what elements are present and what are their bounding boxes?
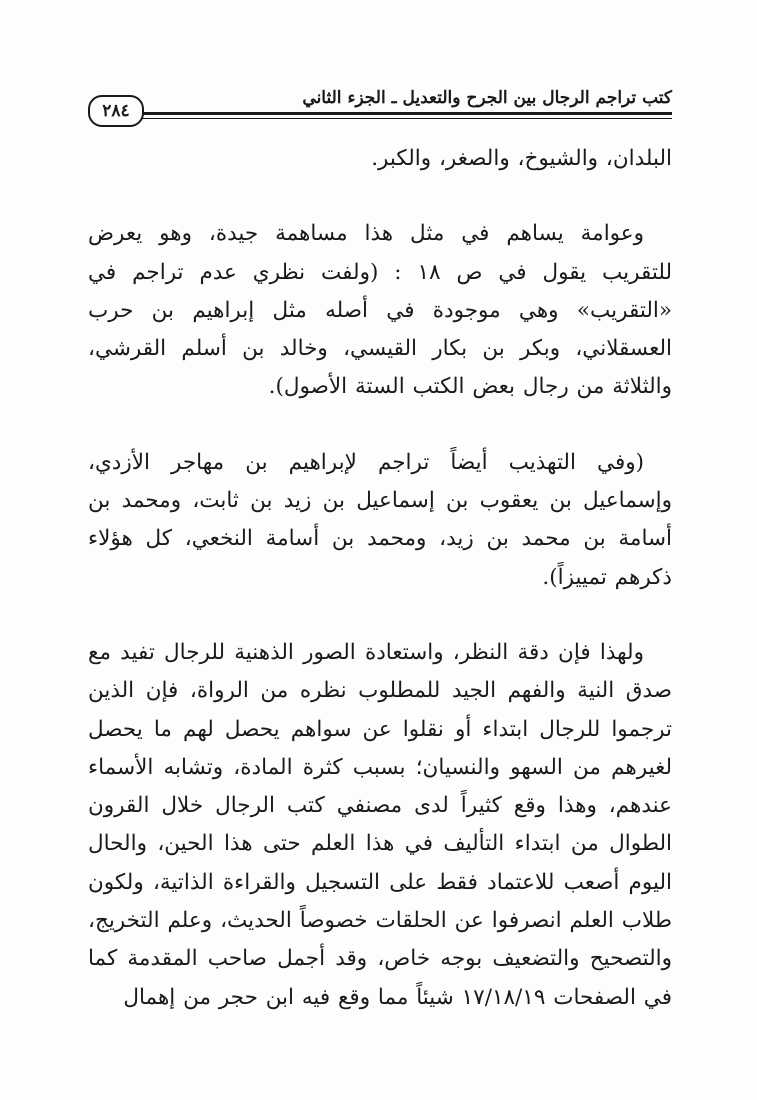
header-title: كتب تراجم الرجال بين الجرح والتعديل ـ الجزء الثاني <box>302 88 672 108</box>
paragraph-2: وعوامة يساهم في مثل هذا مساهمة جيدة، وهو يعرض للتقريب يقول في ص ١٨ : (ولفت نظري عدم تراجم في «التقريب» وهي موجودة في أصله مثل إبراهيم بن حرب العسقلاني، وبكر بن بكار القيسي، وخالد بن أسلم القرشي، والثلاثة من رجال بعض الكتب الستة الأصول). <box>88 221 672 400</box>
paragraph-3: (وفي التهذيب أيضاً تراجم لإبراهيم بن مهاجر الأزدي، وإسماعيل بن يعقوب بن إسماعيل بن زيد بن ثابت، ومحمد بن أسامة بن محمد بن زيد، ومحمد بن أسامة النخعي، كل هؤلاء ذكرهم تمييزاً). <box>88 449 672 590</box>
header-rule <box>140 112 672 119</box>
page-body <box>88 140 672 1017</box>
paragraph-4: ولهذا فإن دقة النظر، واستعادة الصور الذهنية للرجال تفيد مع صدق النية والفهم الجيد للمطلوب نظره من الرواة، فإن الذين ترجموا للرجال ابتداء أو نقلوا عن سواهم يحصل لهم ما يحصل لغيرهم من السهو والنسيان؛ بسبب كثرة المادة، وتشابه الأسماء عندهم، وهذا وقع كثيراً لدى مصنفي كتب الرجال خلال القرون الطوال من ابتداء التأليف في هذا العلم حتى هذا الحين، والحال اليوم أصعب للاعتماد فقط على التسجيل والقراءة الذاتية، ولكون طلاب العلم انصرفوا عن الحلقات خصوصاً الحديث، وعلم التخريج، والتصحيح والتضعيف بوجه خاص، وقد أجمل صاحب المقدمة كما في الصفحات ١٧/١٨/١٩ شيئاً مما وقع فيه ابن حجر من إهمال <box>88 639 672 1010</box>
page-number-badge: ٢٨٤ <box>88 95 144 127</box>
paragraph-1: البلدان، والشيوخ، والصغر، والكبر. <box>371 146 672 171</box>
running-header <box>88 78 672 122</box>
